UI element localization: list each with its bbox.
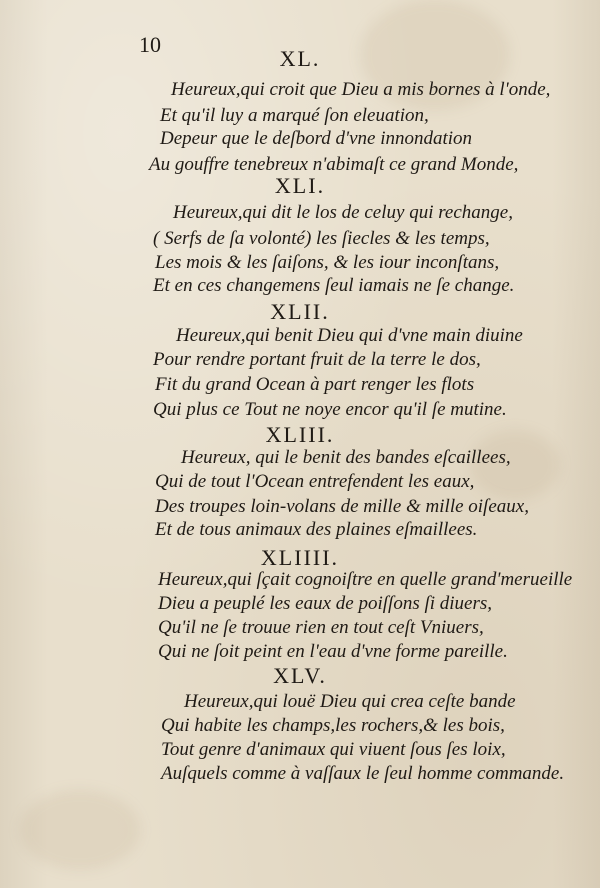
verse-line: Les mois & les ſaiſons, & les iour inconſtans, [155, 252, 500, 273]
verse-line: Heureux, qui le benit des bandes eſcaillees, [181, 447, 511, 468]
verse-line: Des troupes loin-volans de mille & mille oiſeaux, [155, 496, 529, 517]
stanza-title-xli: XLI. [274, 173, 326, 198]
verse-line: Heureux,qui dit le los de celuy qui rechange, [173, 202, 513, 223]
verse-line: Qui habite les champs,les rochers,& les bois, [161, 715, 505, 736]
stanza-title-xliii: XLIII. [265, 422, 335, 447]
verse-line: Heureux,qui ſçait cognoiſtre en quelle grand'merueille [158, 569, 573, 590]
verse-line: Pour rendre portant fruit de la terre le dos, [153, 349, 481, 370]
verse-line: Et de tous animaux des plaines eſmaillees. [155, 519, 478, 540]
verse-line: Fit du grand Ocean à part renger les flots [155, 374, 475, 395]
stanza-title-xlii: XLII. [270, 299, 330, 324]
verse-line: Heureux,qui louë Dieu qui crea ceſte bande [184, 691, 516, 712]
verse-line: ( Serfs de ſa volonté) les ſiecles & les temps, [153, 228, 490, 249]
stanza-title-xl: XL. [279, 46, 321, 71]
verse-line: Qui ne ſoit peint en l'eau d'vne forme pareille. [158, 641, 508, 662]
verse-line: Heureux,qui croit que Dieu a mis bornes à l'onde, [171, 79, 551, 100]
stanza-title-xlv: XLV. [273, 663, 327, 688]
verse-line: Qu'il ne ſe trouue rien en tout ceſt Vniuers, [158, 617, 484, 638]
verse-line: Heureux,qui benit Dieu qui d'vne main diuine [176, 325, 523, 346]
verse-line: Au gouffre tenebreux n'abimaſt ce grand Monde, [149, 154, 519, 175]
verse-line: Et qu'il luy a marqué ſon eleuation, [160, 105, 429, 126]
stanza-title-xliiii: XLIIII. [260, 545, 340, 570]
verse-line: Dieu a peuplé les eaux de poiſſons ſi diuers, [158, 593, 493, 614]
verse-line: Tout genre d'animaux qui viuent ſous ſes loix, [161, 739, 506, 760]
paper-stain [20, 790, 140, 870]
page-number: 10 [139, 32, 161, 57]
verse-line: Auſquels comme à vaſſaux le ſeul homme commande. [161, 763, 565, 784]
verse-line: Qui plus ce Tout ne noye encor qu'il ſe mutine. [153, 399, 507, 420]
verse-line: Depeur que le deſbord d'vne innondation [160, 128, 473, 149]
verse-line: Et en ces changemens ſeul iamais ne ſe change. [153, 275, 515, 296]
verse-line: Qui de tout l'Ocean entrefendent les eaux, [155, 471, 475, 492]
